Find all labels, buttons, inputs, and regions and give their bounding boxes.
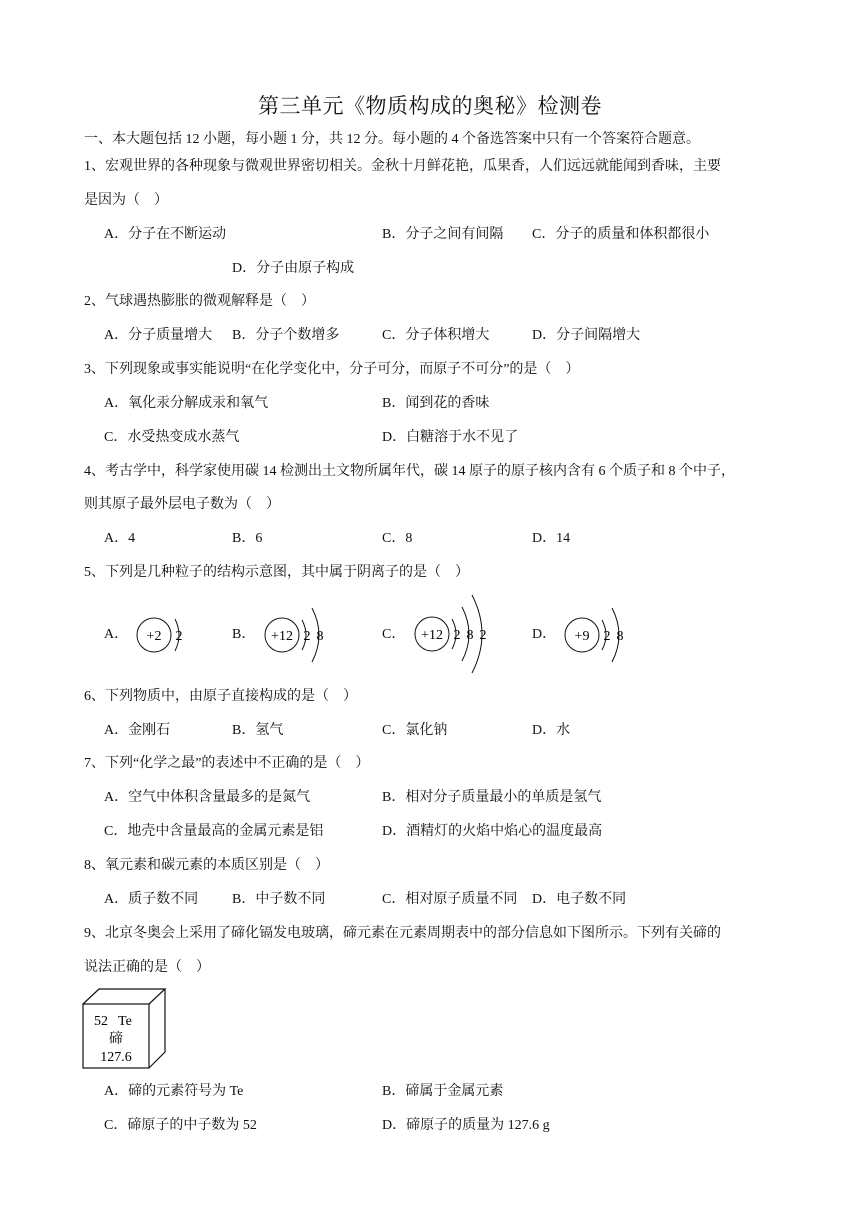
element-symbol: Te <box>118 1014 132 1029</box>
shell-count: 2 <box>479 628 487 643</box>
shell-count: 2 <box>453 628 461 643</box>
element-card <box>82 988 168 1070</box>
q4-option-d: D．14 <box>532 531 571 546</box>
atom-diagram-b <box>262 597 338 673</box>
q8-option-a: A．质子数不同 <box>104 892 199 907</box>
q7-option-a: A．空气中体积含量最多的是氮气 <box>104 790 311 805</box>
q2-option-a: A．分子质量增大 <box>104 328 213 343</box>
q8-option-c: C．相对原子质量不同 <box>382 892 518 907</box>
section-instruction: 一、本大题包括 12 小题，每小题 1 分，共 12 分。每小题的 4 个备选答案中只有一个答案符合题意。 <box>84 132 700 147</box>
shell-count: 2 <box>175 629 183 644</box>
q1-option-a: A．分子在不断运动 <box>104 227 227 242</box>
q8-stem: 8、氧元素和碳元素的本质区别是（ ） <box>84 858 329 873</box>
q2-option-b: B．分子个数增多 <box>232 328 340 343</box>
nucleus-label: +12 <box>421 628 443 643</box>
element-number: 52 <box>94 1014 108 1029</box>
shell-count: 2 <box>603 629 611 644</box>
q4-stem-line1: 4、考古学中，科学家使用碳 14 检测出土文物所属年代，碳 14 原子的原子核内含有 6 个质子和 8 个中子， <box>84 464 735 479</box>
q9-stem-line1: 9、北京冬奥会上采用了碲化镉发电玻璃，碲元素在元素周期表中的部分信息如下图所示。下列有关碲的 <box>84 926 721 941</box>
q9-option-a: A．碲的元素符号为 Te <box>104 1084 244 1099</box>
q2-option-c: C．分子体积增大 <box>382 328 490 343</box>
q4-stem-line2: 则其原子最外层电子数为（ ） <box>84 497 280 512</box>
shell-count: 8 <box>316 629 324 644</box>
q3-stem: 3、下列现象或事实能说明“在化学变化中，分子可分，而原子不可分”的是（ ） <box>84 362 580 377</box>
q9-option-d: D．碲原子的质量为 127.6 g <box>382 1118 550 1133</box>
q3-option-b: B．闻到花的香味 <box>382 396 490 411</box>
q2-stem: 2、气球遇热膨胀的微观解释是（ ） <box>84 294 315 309</box>
shell-count: 2 <box>303 629 311 644</box>
atom-diagram-c <box>412 591 496 677</box>
q7-option-b: B．相对分子质量最小的单质是氢气 <box>382 790 602 805</box>
q6-option-b: B．氢气 <box>232 723 284 738</box>
q5-option-a: A． <box>104 627 129 642</box>
nucleus-label: +9 <box>574 629 590 644</box>
q6-option-d: D．水 <box>532 723 571 738</box>
q8-option-d: D．电子数不同 <box>532 892 627 907</box>
atom-diagram-d <box>562 597 638 673</box>
q1-option-b: B．分子之间有间隔 <box>382 227 504 242</box>
q7-option-c: C．地壳中含量最高的金属元素是铝 <box>104 824 324 839</box>
shell-count: 8 <box>616 629 624 644</box>
q1-option-c: C．分子的质量和体积都很小 <box>532 227 710 242</box>
nucleus-label: +12 <box>271 629 293 644</box>
q4-option-a: A．4 <box>104 531 136 546</box>
atom-diagram-a <box>134 605 194 665</box>
q3-option-a: A．氧化汞分解成汞和氧气 <box>104 396 269 411</box>
q2-option-d: D．分子间隔增大 <box>532 328 641 343</box>
page-title: 第三单元《物质构成的奥秘》检测卷 <box>258 94 602 118</box>
q4-option-c: C．8 <box>382 531 413 546</box>
q1-option-d: D．分子由原子构成 <box>232 261 355 276</box>
q4-option-b: B．6 <box>232 531 263 546</box>
q8-option-b: B．中子数不同 <box>232 892 326 907</box>
element-name: 碲 <box>109 1032 123 1047</box>
q5-option-c: C． <box>382 627 406 642</box>
q9-stem-line2: 说法正确的是（ ） <box>84 960 210 975</box>
q1-stem-line1: 1、宏观世界的各种现象与微观世界密切相关。金秋十月鲜花艳，瓜果香，人们远远就能闻到香味，主要 <box>84 159 721 174</box>
q9-option-b: B．碲属于金属元素 <box>382 1084 504 1099</box>
q9-option-c: C．碲原子的中子数为 52 <box>104 1118 257 1133</box>
q6-option-a: A．金刚石 <box>104 723 171 738</box>
q3-option-c: C．水受热变成水蒸气 <box>104 430 240 445</box>
nucleus-label: +2 <box>146 629 162 644</box>
element-mass: 127.6 <box>100 1050 132 1065</box>
q1-stem-line2: 是因为（ ） <box>84 193 168 208</box>
q3-option-d: D．白糖溶于水不见了 <box>382 430 519 445</box>
q5-stem: 5、下列是几种粒子的结构示意图，其中属于阴离子的是（ ） <box>84 565 469 580</box>
q6-option-c: C．氯化钠 <box>382 723 448 738</box>
q6-stem: 6、下列物质中，由原子直接构成的是（ ） <box>84 689 357 704</box>
q7-option-d: D．酒精灯的火焰中焰心的温度最高 <box>382 824 603 839</box>
q7-stem: 7、下列“化学之最”的表述中不正确的是（ ） <box>84 756 370 771</box>
q5-option-d: D． <box>532 627 557 642</box>
shell-count: 8 <box>466 628 474 643</box>
q5-option-b: B． <box>232 627 256 642</box>
